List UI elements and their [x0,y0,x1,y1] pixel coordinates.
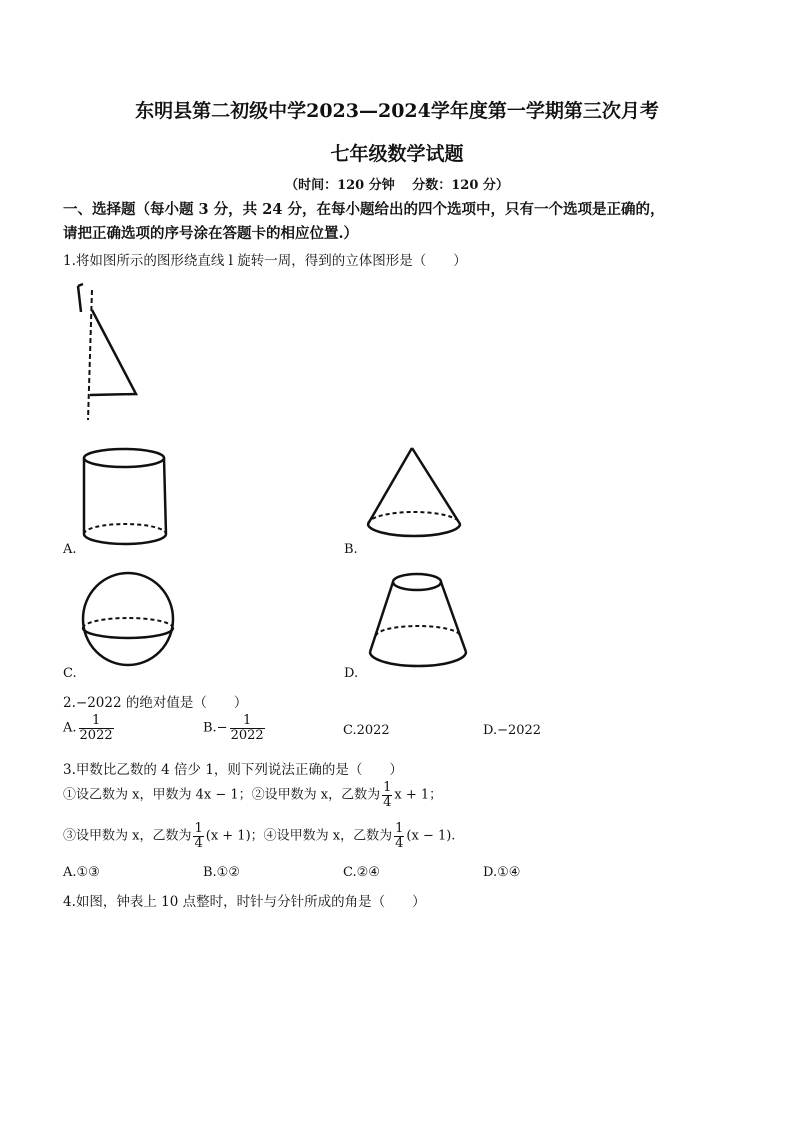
q3-line2-part3: (x − 1). [406,828,456,844]
q3-line1-fraction [382,781,392,809]
q3-stem: 3.甲数比乙数的 4 倍少 1，则下列说法正确的是（ ） [63,762,403,778]
q2-a-numerator: 1 [79,714,114,729]
q3-option-b[interactable]: B.①② [203,865,240,880]
q3-line1-part1: ①设乙数为 x，甲数为 4x − 1；②设甲数为 x，乙数为 [63,787,381,803]
q3-line2-part2: (x + 1)；④设甲数为 x，乙数为 [205,828,393,844]
q1-option-c-label[interactable]: C. [63,666,77,681]
q3-option-a[interactable]: A.①③ [63,865,100,880]
q2-option-b-fraction [230,714,265,742]
q1-option-a-label[interactable]: A. [63,542,77,557]
q1-option-d-label[interactable]: D. [344,666,359,681]
q3-line1-numerator: 1 [383,780,392,795]
q3-option-c[interactable]: C.②④ [343,865,380,880]
q3-line2-numerator-1: 1 [194,821,203,836]
q3-line2-fraction-1 [193,822,203,850]
rotation-axis-line [88,290,92,420]
section1-heading-line1: 一、选择题（每小题 3 分，共 24 分，在每小题给出的四个选项中，只有一个选项是正确的， [63,201,665,218]
q3-option-d[interactable]: D.①④ [483,865,521,880]
q1-triangle-figure [68,282,148,422]
q2-option-b-prefix: B.− [203,720,228,736]
q2-option-a[interactable] [63,714,116,742]
axis-l-mark-2 [78,286,81,312]
q3-line2-part1: ③设甲数为 x，乙数为 [63,828,192,844]
option-d-frustum-icon [362,570,482,680]
q1-option-b-label[interactable]: B. [344,542,358,557]
q2-option-a-prefix: A. [63,720,77,736]
axis-l-mark-1 [78,284,83,286]
q3-line2-denominator-2: 4 [395,835,404,851]
q3-line2-fraction-2 [394,822,404,850]
exam-subtitle: 七年级数学试题 [330,143,464,165]
q3-line1-denominator: 4 [383,794,392,810]
q2-option-a-fraction [79,714,114,742]
q3-statement-line1 [63,781,442,809]
option-b-cone-icon [362,444,472,544]
q2-option-c[interactable]: C.2022 [343,723,390,738]
q3-statement-line2 [63,822,455,850]
q2-stem: 2.−2022 的绝对值是（ ） [63,695,248,711]
q3-line1-part2: x + 1； [394,787,443,803]
right-triangle-shape [90,310,136,395]
exam-title: 东明县第二初级中学2023—2024学年度第一学期第三次月考 [135,100,659,122]
q4-stem: 4.如图，钟表上 10 点整时，时针与分针所成的角是（ ） [63,894,426,910]
q3-line2-denominator-1: 4 [194,835,203,851]
exam-info: （时间：120 分钟 分数：120 分） [285,178,509,193]
option-a-cylinder-icon [78,446,178,556]
q3-line2-numerator-2: 1 [395,821,404,836]
q2-b-numerator: 1 [230,714,265,729]
section1-heading-line2: 请把正确选项的序号涂在答题卡的相应位置.） [63,225,359,242]
option-c-sphere-icon [80,570,180,670]
q2-b-denominator: 2022 [230,727,264,743]
q2-option-b[interactable] [203,714,267,742]
q1-stem: 1.将如图所示的图形绕直线 l 旋转一周，得到的立体图形是（ ） [63,253,467,269]
q2-option-d[interactable]: D.−2022 [483,723,542,738]
q2-a-denominator: 2022 [79,727,113,743]
